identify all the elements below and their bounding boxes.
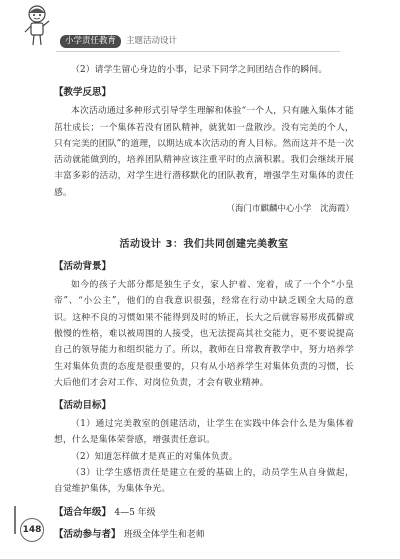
boy-mascot-icon [22,4,52,48]
goal-item: （1）通过完美教室的创建活动，让学生在实践中体会什么是为集体着想，什么是集体荣誉感，增强责任意识。 [54,419,354,446]
page-header [0,0,400,62]
page-body [54,62,354,545]
background-text: 如今的孩子大部分都是独生子女，家人护着、宠着，成了一个个“小皇帝”、“小公主”，他们的自我意识很强，经常在行动中缺乏顾全大局的意识。这种不良的习惯如果不能得到及时的矫正，长大之后就容易形成孤僻或傲慢的性格，难以被周围的人接受，也无法提高其社交能力，更不要说提高自己的领导能力和组织能力了。所以，教师在日常教育教学中，努力培养学生对集体负责的态度是很重要的，只有从小培养学生对集体负责的习惯，长大后他们才会对工作、对岗位负责，才会有敬业精神。 [54,280,354,388]
header-divider [56,51,340,52]
book-subtitle: 主题活动设计 [126,36,178,46]
activity-design-title: 活动设计 3：我们共同创建完美教室 [119,239,289,251]
page-number-decoration [14,506,16,534]
participants-row: 【活动参与者】 班级全体学生和老师 [54,528,205,540]
book-series-title: 小学责任教育 [60,35,121,48]
grade-row: 【适合年级】 4—5 年级 [54,506,156,518]
goal-item: （2）知道怎样做才是真正的对集体负责。 [71,451,238,462]
goals-heading: 【活动目标】 [54,400,112,412]
author-credit: （海门市麒麟中心小学 沈海霞） [226,204,354,215]
reflection-text: 本次活动通过多种形式引导学生理解和体验“一个人，只有融入集体才能茁壮成长；一个集体若没有团队精神，就犹如一盘散沙。没有完美的个人，只有完美的团队”的道理，以期达成本次活动的育人目标。然而这并不是一次活动就能做到的，培养团队精神应该注重平时的点滴积累。我们会继续开展丰富多彩的活动，对学生进行潜移默化的团队教育，增强学生对集体的责任感。 [54,106,354,198]
activity-step-paragraph: （2）请学生留心身边的小事，记录下同学之间团结合作的瞬间。 [71,65,328,75]
goal-item: （3）让学生感悟责任是建立在爱的基础上的，动员学生从自身做起，自觉维护集体，为集体争光。 [54,468,354,495]
grade-value: 4—5 年级 [114,507,156,518]
participants-value: 班级全体学生和老师 [123,529,205,540]
background-heading: 【活动背景】 [54,261,112,273]
reflection-heading: 【教学反思】 [54,87,112,99]
page-number: 148 [20,518,44,542]
